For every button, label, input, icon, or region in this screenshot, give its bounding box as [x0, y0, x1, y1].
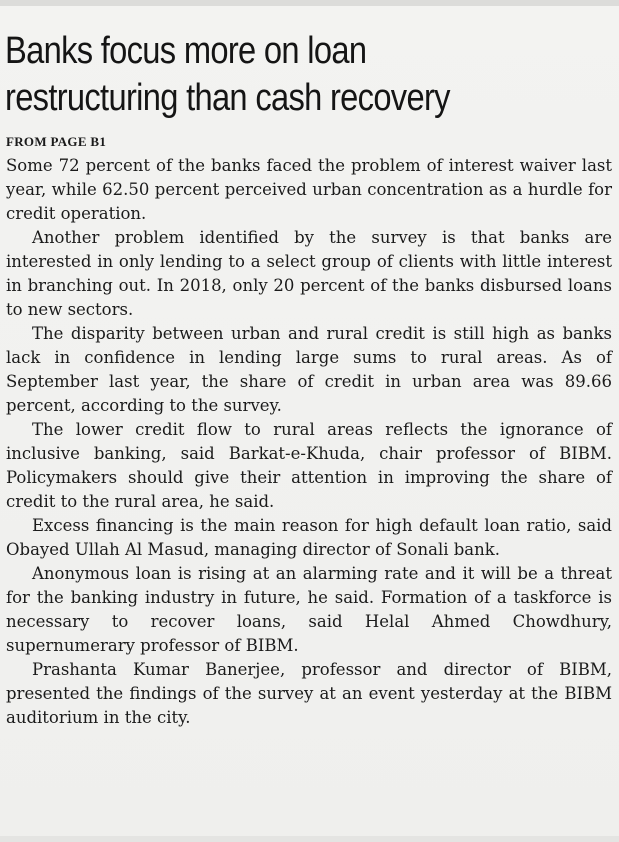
- paragraph-7: Prashanta Kumar Banerjee, professor and director of BIBM, presented the findings of the survey at an event yesterday at the BIBM auditorium in the city.: [6, 660, 612, 727]
- paragraph-1: Some 72 percent of the banks faced the problem of interest waiver last year, while 62.50 percent perceived urban concentration as a hurdle for credit operation.: [6, 156, 612, 223]
- paragraph-6: Anonymous loan is rising at an alarming rate and it will be a threat for the banking industry in future, he said. Formation of a taskforce is necessary to recover loans, said Helal Ahmed Chowdhury, supernumerary professor of BIBM.: [6, 564, 612, 655]
- article-body: [6, 154, 612, 730]
- paragraph-3: The disparity between urban and rural credit is still high as banks lack in confidence in lending large sums to rural areas. As of September last year, the share of credit in urban area was 89.66 percent, according to the survey.: [6, 324, 612, 415]
- continuation-label: FROM PAGE B1: [6, 134, 107, 149]
- top-edge: [0, 0, 619, 6]
- headline: [5, 28, 525, 122]
- paragraph-2: Another problem identified by the survey is that banks are interested in only lending to a select group of clients with little interest in branching out. In 2018, only 20 percent of the banks disbursed loans to new sectors.: [6, 228, 612, 319]
- bottom-edge: [0, 836, 619, 842]
- paragraph-4: The lower credit flow to rural areas reflects the ignorance of inclusive banking, said Barkat-e-Khuda, chair professor of BIBM. Policymakers should give their attention in improving the share of credit to the rural area, he said.: [6, 420, 612, 511]
- headline-line-2: restructuring than cash recovery: [5, 77, 450, 119]
- headline-line-1: Banks focus more on loan: [5, 30, 367, 72]
- paragraph-5: Excess financing is the main reason for high default loan ratio, said Obayed Ullah Al Masud, managing director of Sonali bank.: [6, 516, 612, 559]
